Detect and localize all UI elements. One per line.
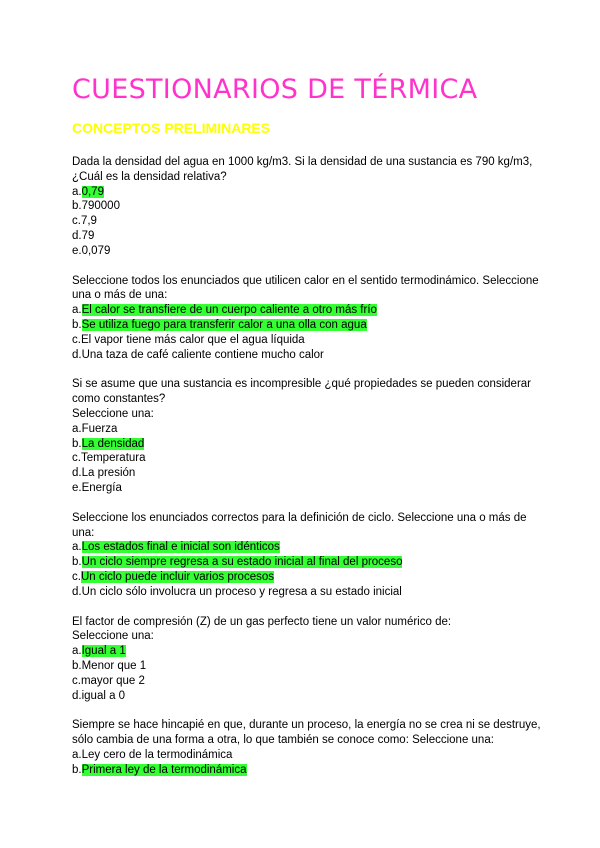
option-text: Ley cero de la termodinámica xyxy=(81,748,233,761)
answer-option xyxy=(72,570,542,585)
option-text: Una taza de café caliente contiene mucho calor xyxy=(81,348,324,361)
option-letter: d. xyxy=(72,689,82,702)
option-letter: d. xyxy=(72,229,82,242)
answer-option xyxy=(72,585,542,600)
answer-option xyxy=(72,333,542,348)
option-text: Energía xyxy=(81,481,122,494)
answer-option xyxy=(72,348,542,363)
option-letter: b. xyxy=(72,318,82,331)
option-text: 79 xyxy=(81,229,95,242)
option-letter: c. xyxy=(72,333,81,346)
question-line: sólo cambia de una forma a otra, lo que también se conoce como: Seleccione una: xyxy=(72,734,494,747)
option-letter: e. xyxy=(72,481,82,494)
option-letter: b. xyxy=(72,200,82,213)
answer-option xyxy=(72,199,542,214)
option-text: Temperatura xyxy=(80,452,146,465)
option-letter: c. xyxy=(72,674,81,687)
option-text: El vapor tiene más calor que el agua líquida xyxy=(80,333,305,346)
page-subtitle: CONCEPTOS PRELIMINARES xyxy=(72,120,271,136)
option-text-highlighted: Un ciclo siempre regresa a su estado inicial al final del proceso xyxy=(81,556,403,569)
option-letter: a. xyxy=(72,185,82,198)
option-letter: a. xyxy=(72,304,82,317)
question-block xyxy=(72,274,542,363)
question-line: una o más de una: xyxy=(72,289,168,302)
question-text xyxy=(72,274,542,304)
question-text xyxy=(72,615,542,645)
option-letter: d. xyxy=(72,585,82,598)
question-line: Dada la densidad del agua en 1000 kg/m3. Si la densidad de una sustancia es 790 kg/m3, xyxy=(72,156,533,168)
option-letter: a. xyxy=(72,422,82,435)
option-letter: c. xyxy=(72,570,81,583)
option-text: La presión xyxy=(81,467,136,480)
option-letter: d. xyxy=(72,348,82,361)
option-text-highlighted: Igual a 1 xyxy=(81,645,126,658)
option-text-highlighted: Los estados final e inicial son idénticos xyxy=(81,541,280,554)
option-letter: b. xyxy=(72,556,82,569)
option-letter: a. xyxy=(72,748,82,761)
question-line: Siempre se hace hincapié en que, durante un proceso, la energía no se crea ni se destruye, xyxy=(72,719,541,732)
question-text xyxy=(72,718,542,748)
option-letter: d. xyxy=(72,467,82,480)
question-line: Seleccione los enunciados correctos para la definición de ciclo. Seleccione una o más de xyxy=(72,511,527,524)
answer-option xyxy=(72,466,542,481)
question-line: Seleccione una: xyxy=(72,407,154,420)
option-text-highlighted: La densidad xyxy=(81,437,145,450)
option-letter: b. xyxy=(72,763,82,776)
answer-option xyxy=(72,659,542,674)
question-text xyxy=(72,377,542,421)
option-letter: b. xyxy=(72,437,82,450)
option-letter: c. xyxy=(72,215,81,228)
question-line: una: xyxy=(72,526,95,539)
option-text-highlighted: Primera ley de la termodinámica xyxy=(81,763,247,776)
answer-option xyxy=(72,244,542,259)
option-text-highlighted: Se utiliza fuego para transferir calor a una olla con agua xyxy=(81,318,367,331)
answer-option xyxy=(72,540,542,555)
answer-option xyxy=(72,214,542,229)
question-block xyxy=(72,155,542,259)
answer-option xyxy=(72,303,542,318)
answer-option xyxy=(72,674,542,689)
question-block xyxy=(72,377,542,495)
page-title: CUESTIONARIOS DE TÉRMICA xyxy=(72,74,478,105)
answer-option xyxy=(72,451,542,466)
option-text-highlighted: 0,79 xyxy=(81,185,104,198)
question-line: El factor de compresión (Z) de un gas perfecto tiene un valor numérico de: xyxy=(72,615,452,628)
option-text: igual a 0 xyxy=(81,689,126,702)
answer-option xyxy=(72,318,542,333)
answer-option xyxy=(72,422,542,437)
option-text-highlighted: Un ciclo puede incluir varios procesos xyxy=(80,570,274,583)
question-line: Seleccione una: xyxy=(72,630,154,643)
question-line: como constantes? xyxy=(72,393,166,406)
question-block xyxy=(72,615,542,704)
answer-option xyxy=(72,185,542,200)
question-text xyxy=(72,511,542,541)
option-letter: a. xyxy=(72,541,82,554)
question-text xyxy=(72,155,542,185)
answer-option xyxy=(72,763,542,778)
option-letter: e. xyxy=(72,244,82,257)
question-block xyxy=(72,718,542,777)
option-text: 790000 xyxy=(81,200,120,213)
option-text: Fuerza xyxy=(81,422,118,435)
answer-option xyxy=(72,555,542,570)
answer-option xyxy=(72,644,542,659)
option-letter: c. xyxy=(72,452,81,465)
question-line: Seleccione todos los enunciados que utilicen calor en el sentido termodinámico. Seleccione xyxy=(72,274,539,287)
question-line: ¿Cuál es la densidad relativa? xyxy=(72,170,227,183)
answer-option xyxy=(72,481,542,496)
question-block xyxy=(72,511,542,600)
option-text: mayor que 2 xyxy=(80,674,145,687)
option-text: 7,9 xyxy=(80,215,97,228)
option-text: 0,079 xyxy=(81,244,111,257)
answer-option xyxy=(72,229,542,244)
answer-option xyxy=(72,689,542,704)
option-text-highlighted: El calor se transfiere de un cuerpo caliente a otro más frío xyxy=(81,304,377,317)
option-text: Menor que 1 xyxy=(81,659,147,672)
option-letter: b. xyxy=(72,659,82,672)
option-letter: a. xyxy=(72,645,82,658)
question-line: Si se asume que una sustancia es incompresible ¿qué propiedades se pueden considerar xyxy=(72,378,532,391)
answer-option xyxy=(72,748,542,763)
option-text: Un ciclo sólo involucra un proceso y regresa a su estado inicial xyxy=(81,585,402,598)
answer-option xyxy=(72,437,542,452)
question-list xyxy=(72,155,542,792)
